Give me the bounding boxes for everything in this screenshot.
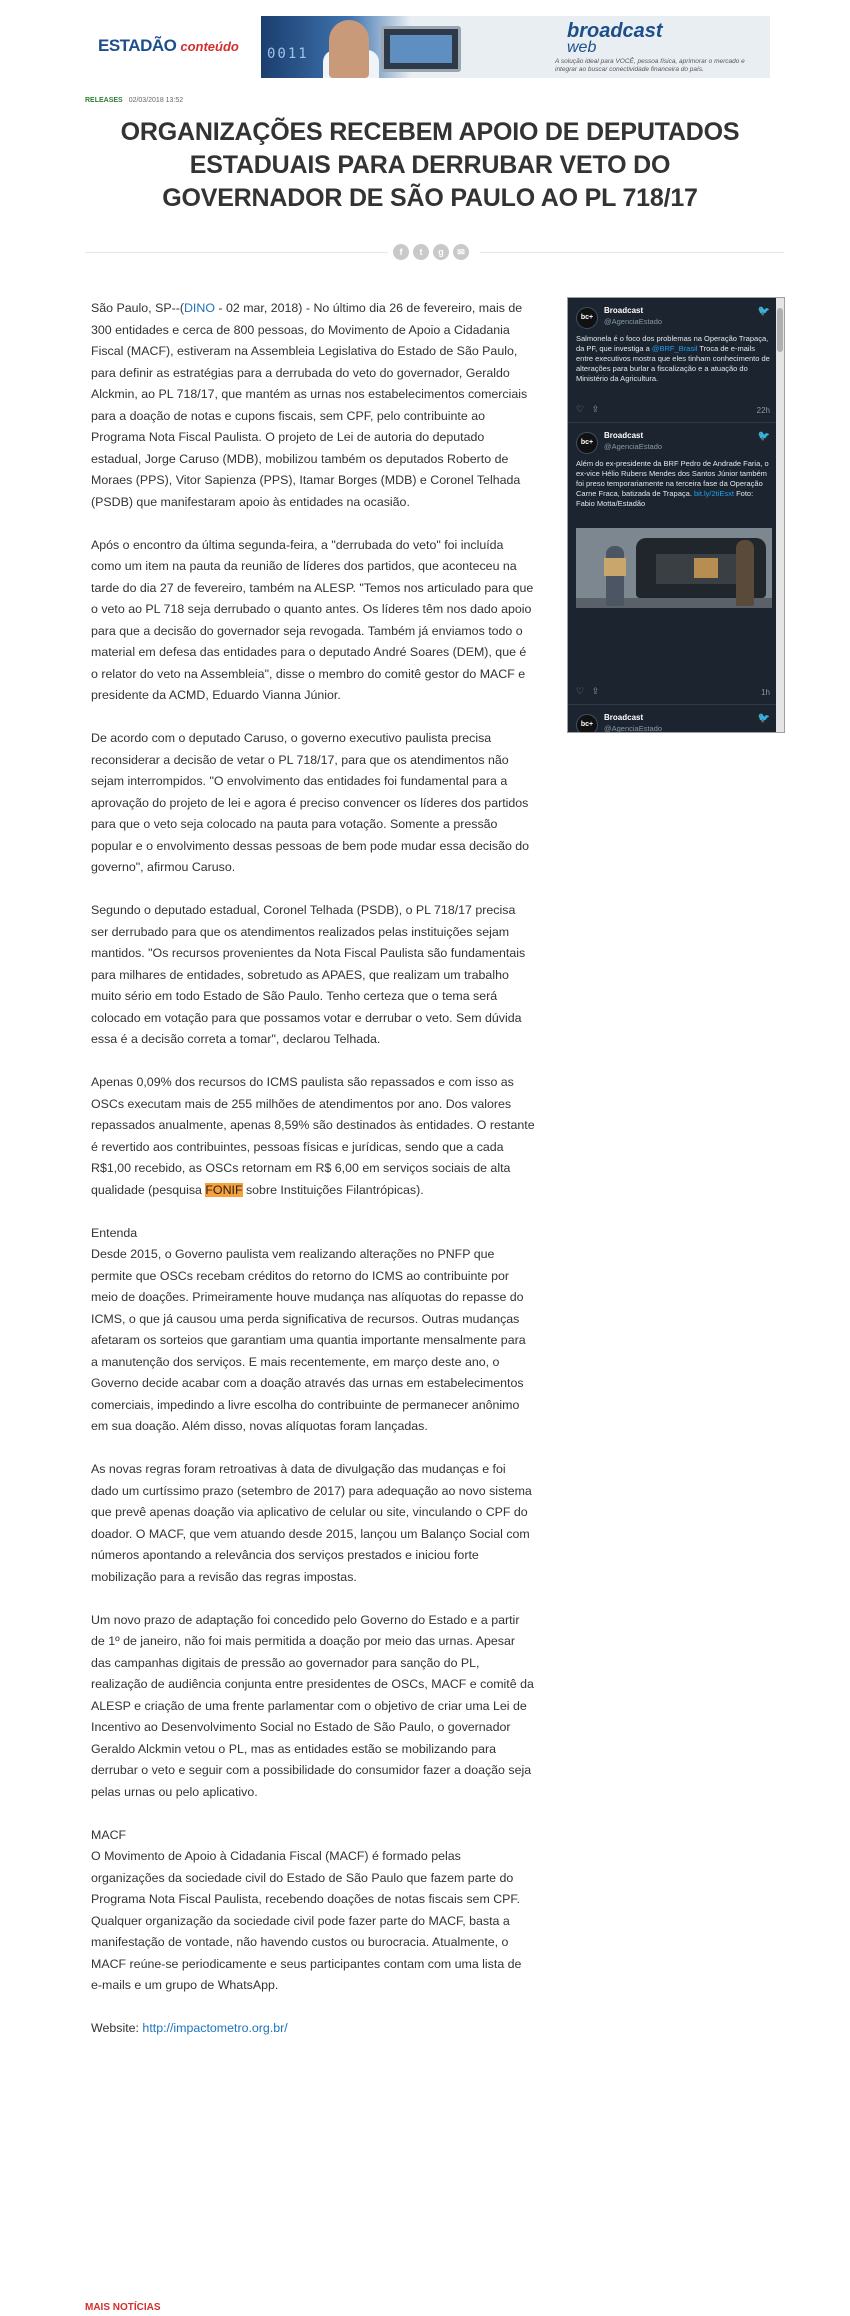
tweet[interactable] [568, 705, 778, 733]
scrollbar-thumb[interactable] [777, 308, 783, 352]
banner-tagline: A solução ideal para VOCÊ, pessoa física, aprimorar o mercado e integrar ao buscar conectividade financeira do país. [555, 58, 745, 73]
tweet-author-name[interactable]: Broadcast [604, 713, 644, 722]
tweet-author-handle[interactable]: @AgenciaEstado [604, 317, 663, 326]
twitter-share-icon[interactable]: t [413, 244, 429, 260]
highlighted-term: FONIF [205, 1182, 243, 1197]
article-meta [85, 97, 183, 104]
avatar[interactable]: bc+ [576, 714, 598, 733]
like-icon[interactable]: ♡ [576, 404, 585, 414]
banner-code-graphic: 0011 [261, 16, 411, 78]
dino-link[interactable]: DINO [183, 301, 215, 315]
share-icon[interactable]: ⇪ [591, 686, 600, 696]
article-paragraph: Apenas 0,09% dos recursos do ICMS paulista são repassados e com isso as OSCs executam mais de 255 milhões de atendimentos por ano. Dos valores repassados anualmente, apenas 8,59% são destinados às entidades. O restante é revertido aos contribuintes, pessoas físicas e jurídicas, sendo que a cada R$1,00 recebido, as OSCs retornam em R$ 6,00 em serviços sociais de alta qualidade (pesquisa FONIF sobre Instituições Filantrópicas). [91, 1075, 535, 1197]
twitter-bird-icon[interactable]: 🐦 [757, 431, 770, 442]
like-icon[interactable]: ♡ [576, 686, 585, 696]
banner-person-image [329, 20, 369, 78]
article-body [91, 298, 535, 2061]
publish-date: 02/03/2018 13:52 [128, 97, 184, 104]
tweet-text: Além do ex-presidente da BRF Pedro de Andrade Faria, o ex-vice Hélio Rubens Mendes dos Santos Júnior também foi preso temporariamente na terceira fase da Operação Carne Fraca, batizada de Trapaça. bit.ly/2tiEsxt Foto: Fabio Motta/Estadão [576, 459, 769, 508]
section-heading: MACF [91, 1827, 127, 1842]
website-link[interactable]: http://impactometro.org.br/ [142, 2021, 288, 2035]
site-header [0, 0, 850, 88]
more-news-heading[interactable]: MAIS NOTÍCIAS [85, 2302, 161, 2313]
timeline-scrollbar[interactable] [776, 298, 784, 733]
article-paragraph: Segundo o deputado estadual, Coronel Telhada (PSDB), o PL 718/17 precisa ser derrubado para que os atendimentos realizados pelas instituições sejam mantidos. "Os recursos provenientes da Nota Fiscal Paulista são fundamentais para milhares de entidades, sobretudo as APAES, que realizam um trabalho muito sério em todo Estado de São Paulo. Tenho certeza que o tema será colocado em votação para que possamos votar e derrubar o veto. Sem dúvida essa é a decisão correta a tomar", declarou Telhada. [91, 903, 526, 1046]
section-heading: Entenda [91, 1225, 138, 1240]
website-line: Website: http://impactometro.org.br/ [91, 2021, 288, 2035]
share-buttons [393, 244, 469, 260]
article-paragraph: Após o encontro da última segunda-feira, a "derrubada do veto" foi incluída como um item na pauta da reunião de líderes dos partidos, que aconteceu na tarde do dia 27 de fevereiro, também na ALESP. "Temos nos articulado para que o veto ao PL 718 seja derrubado o quanto antes. Os líderes têm nos dado apoio para que a decisão do governador seja revogada. Também já enviamos todo o material em defesa das entidades para o deputado André Soares (DEM), que é o relator do veto na Assembleia", disse o membro do comitê gestor do MACF e presidente da ACMD, Eduardo Vianna Júnior. [91, 537, 534, 702]
tweet-mention-link[interactable]: @BRF_Brasil [651, 344, 698, 353]
article-paragraph: De acordo com o deputado Caruso, o governo executivo paulista precisa reconsiderar a decisão de vetar o PL 718/17, para que os atendimentos não sejam interrompidos. "O envolvimento das entidades foi fundamental para a aprovação do projeto de lei e agora é preciso convencer os líderes dos partidos para que o veto seja colocado na pauta para votação. Somente a pressão popular e o envolvimento dessas pessoas de bem pode mudar essa decisão do governo", afirmou Caruso. [91, 731, 530, 874]
banner-laptop-image [381, 26, 461, 72]
twitter-bird-icon[interactable]: 🐦 [757, 713, 770, 724]
tweet-actions [576, 686, 599, 697]
tweet-photo[interactable] [576, 528, 772, 608]
tweet-time[interactable]: 22h [756, 406, 770, 415]
google-share-icon[interactable]: g [433, 244, 449, 260]
estadao-conteudo-logo[interactable] [98, 36, 239, 56]
tweet-text: Salmonela é o foco dos problemas na Operação Trapaça, da PF, que investiga a @BRF_Brasil Troca de e-mails entre executivos mostra que eles tinham conhecimento de alterações para burlar a fiscalização e a atuação do Ministério da Agricultura. [576, 334, 770, 383]
avatar[interactable]: bc+ [576, 432, 598, 454]
share-icon[interactable]: ⇪ [591, 404, 600, 414]
article-paragraph: As novas regras foram retroativas à data de divulgação das mudanças e foi dado um curtíssimo prazo (setembro de 2017) para adequação ao novo sistema que prevê apenas doação via aplicativo de celular ou site, vinculando o CPF do doador. O MACF, que vem atuando desde 2015, lançou um Balanço Social com números apontando a relevância dos serviços prestados e iniciou forte mobilização para a revisão das regras impostas. [91, 1462, 532, 1584]
logo-sub-text: conteúdo [180, 39, 239, 54]
broadcast-web-ad-banner[interactable] [261, 16, 770, 78]
tweet-author-handle[interactable]: @AgenciaEstado [604, 724, 663, 733]
tweet[interactable] [568, 298, 778, 423]
tweet[interactable] [568, 423, 778, 705]
twitter-timeline-widget[interactable] [567, 297, 785, 733]
tweet-time[interactable]: 1h [761, 688, 770, 697]
banner-brand-sub: web [567, 39, 597, 56]
logo-main-text: ESTADÃO [98, 36, 177, 55]
article-section: MACF O Movimento de Apoio à Cidadania Fiscal (MACF) é formado pelas organizações da sociedade civil do Estado de São Paulo que fazem parte do Programa Nota Fiscal Paulista, recebendo doações de notas fiscais sem CPF. Qualquer organização da sociedade civil pode fazer parte do MACF, basta a manifestação de vontade, não havendo custos ou burocracia. Atualmente, o MACF reúne-se periodicamente e seus participantes contam com uma lista de e-mails e um grupo de WhatsApp. [91, 1827, 522, 1992]
tweet-author-handle[interactable]: @AgenciaEstado [604, 442, 663, 451]
category-label[interactable]: RELEASES [85, 97, 123, 104]
avatar[interactable]: bc+ [576, 307, 598, 329]
tweet-actions [576, 404, 599, 415]
article-paragraph: Um novo prazo de adaptação foi concedido pelo Governo do Estado e a partir de 1º de janeiro, não foi mais permitida a doação por meio das urnas. Apesar das campanhas digitais de pressão ao governador para sanção do PL, realização de audiência conjunta entre presidentes de OSCs, MACF e comitê da ALESP e criação de uma frente parlamentar com o objetivo de criar uma Lei de Incentivo ao Desenvolvimento Social no Estado de São Paulo, o governador Geraldo Alckmin vetou o PL, mas as entidades estão se mobilizando para derrubar o veto e seguir com a possibilidade do consumidor fazer a doação seja pelas urnas ou pelo aplicativo. [91, 1612, 534, 1799]
article-paragraph: São Paulo, SP--(DINO - 02 mar, 2018) - No último dia 26 de fevereiro, mais de 300 entidades e cerca de 800 pessoas, do Movimento de Apoio a Cidadania Fiscal (MACF), estiveram na Assembleia Legislativa do Estado de São Paulo, para definir as estratégias para a derrubada do veto do governador, Geraldo Alckmin, ao PL 718/17, que mantém as urnas nos estabelecimentos comerciais para a doação de notas e cupons fiscais, sem CPF, pelo contribuinte ao Programa Nota Fiscal Paulista. O projeto de Lei de autoria do deputado estadual, Jorge Caruso (MDB), mobilizou também os deputados Roberto de Moraes (PPS), Vitor Sapienza (PPS), Itamar Borges (MDB) e Coronel Telhada (PSDB) que manifestaram apoio às entidades na ocasião. [91, 301, 528, 509]
banner-brand: broadcast [567, 20, 663, 42]
facebook-share-icon[interactable]: f [393, 244, 409, 260]
tweet-link[interactable]: bit.ly/2tiEsxt [693, 489, 734, 498]
tweet-author-name[interactable]: Broadcast [604, 306, 644, 315]
article-section: Entenda Desde 2015, o Governo paulista vem realizando alterações no PNFP que permite que OSCs recebam créditos do retorno do ICMS ao contribuinte por meio de doações. Primeiramente houve mudança nas alíquotas do repasse do ICMS, o que já causou uma perda significativa de recursos. Outras mudanças afetaram os sorteios que garantiam uma quantia importante mensalmente para a manutenção dos serviços. E mais recentemente, em março deste ano, o Governo decide acabar com a doação através das urnas em estabelecimentos comerciais, impedindo a livre escolha do contribuinte de permanecer anônimo em sua doação. Além disso, novas alíquotas foram lançadas. [91, 1225, 526, 1433]
email-share-icon[interactable]: ✉ [453, 244, 469, 260]
page-title: ORGANIZAÇÕES RECEBEM APOIO DE DEPUTADOS ESTADUAIS PARA DERRUBAR VETO DO GOVERNADOR DE SÃO PAULO AO PL 718/17 [120, 118, 740, 212]
tweet-author-name[interactable]: Broadcast [604, 431, 644, 440]
twitter-bird-icon[interactable]: 🐦 [757, 306, 770, 317]
